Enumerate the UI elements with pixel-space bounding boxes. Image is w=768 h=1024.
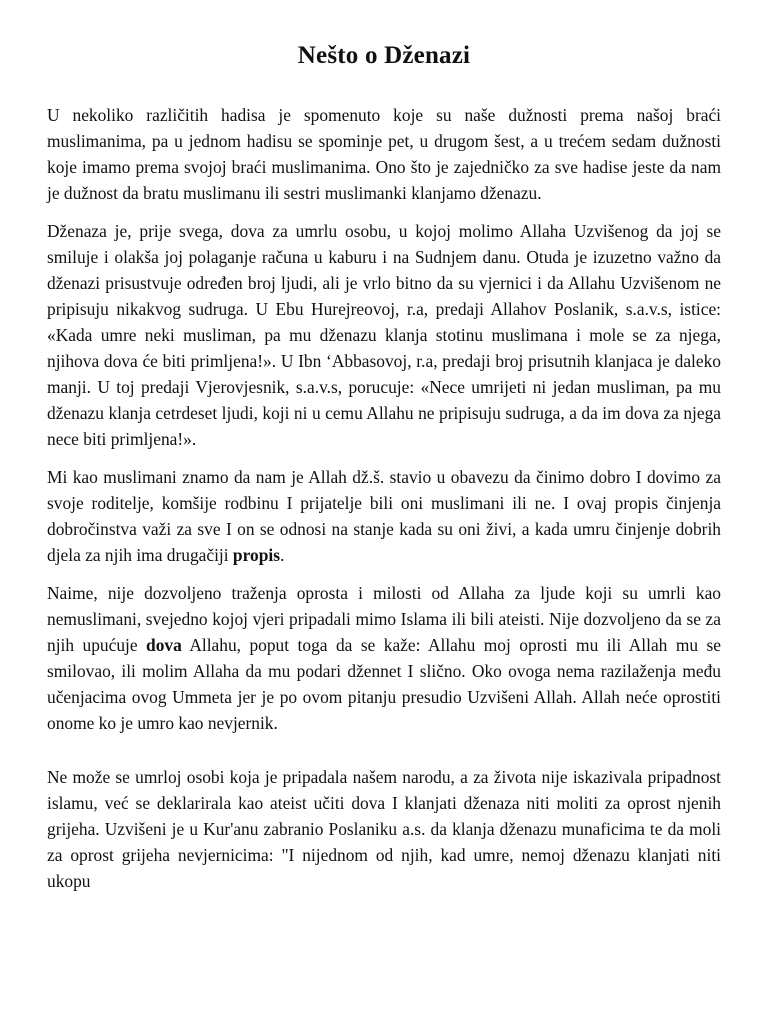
paragraph-4-text: Naime, nije dozvoljeno traženja oprosta i milosti od Allaha za ljude koji su umrli kao nemuslimani, svejedno kojoj vjeri pripadali mimo Islama ili bili ateisti. Nije dozvoljeno da se za njih upućuje xyxy=(47,583,721,655)
paragraph-3-text: Mi kao muslimani znamo da nam je Allah dž.š. stavio u obavezu da činimo dobro I dovimo za svoje roditelje, komšije rodbinu I prijatelje bili oni muslimani ili ne. I ovaj propis činjenja dobročinstva važi za sve I on se odnosi na stanje kada su oni živi, a kada umru činjenje dobrih djela za njih ima drugačiji xyxy=(47,467,721,565)
page-title: Nešto o Dženazi xyxy=(297,42,471,69)
paragraph-2: Dženaza je, prije svega, dova za umrlu osobu, u kojoj molimo Allaha Uzvišenog da joj se smiluje i olakša joj polaganje računa u kaburu i na Sudnjem danu. Otuda je izuzetno važno da dženazi prisustvuje određen broj ljudi, ali je vrlo bitno da su vjernici i da Allahu Uzvišenom ne pripisuju nikakvog sudruga. U Ebu Hurejreovoj, r.a, predaji Allahov Poslanik, s.a.v.s, istice: «Kada umre neki musliman, pa mu dženazu klanja stotinu muslimana i mole se za njega, njihova dova će biti primljena!». U Ibn ‘Abbasovoj, r.a, predaji broj prisutnih klanjaca je daleko manji. U toj predaji Vjerovjesnik, s.a.v.s, porucuje: «Nece umrijeti ni jedan musliman, pa mu dženazu klanja cetrdeset ljudi, koji ni u cemu Allahu ne pripisuju sudruga, a da im dova za njega nece biti primljena!». xyxy=(47,221,721,449)
bold-term-propis: propis xyxy=(232,545,280,565)
bold-term-dova: dova xyxy=(146,635,182,655)
document-page xyxy=(47,40,721,906)
paragraph-4-end: Allahu, poput toga da se kaže: Allahu moj oprosti mu ili Allah mu se smilovao, ili molim Allaha da mu podari džennet I slično. Oko ovoga nema razilaženja među učenjacima ovog Ummeta jer je po ovom pitanju presudio Uzvišeni Allah. Allah neće oprostiti onome ko je umro kao nevjernik. xyxy=(47,635,722,733)
paragraph-4 xyxy=(47,580,721,736)
paragraph-5: Ne može se umrloj osobi koja je pripadala našem narodu, a za života nije iskazivala pripadnost islamu, već se deklarirala kao ateist učiti dova I klanjati dženaza niti moliti za oprost njenih grijeha. Uzvišeni je u Kur'anu zabranio Poslaniku a.s. da klanja dženazu munaficima te da moli za oprost grijeha nevjernicima: "I nijednom od njih, kad umre, nemoj dženazu klanjati niti ukopu xyxy=(47,767,721,891)
paragraph-3 xyxy=(47,464,721,568)
paragraph-3-end: . xyxy=(279,545,285,565)
paragraph-1: U nekoliko različitih hadisa je spomenuto koje su naše dužnosti prema našoj braći muslimanima, pa u jednom hadisu se spominje pet, u drugom šest, a u trećem sedam dužnosti koje imamo prema svojoj braći muslimanima. Ono što je zajedničko za sve hadise jeste da nam je dužnost da bratu muslimanu ili sestri muslimanki klanjamo dženazu. xyxy=(47,105,721,203)
